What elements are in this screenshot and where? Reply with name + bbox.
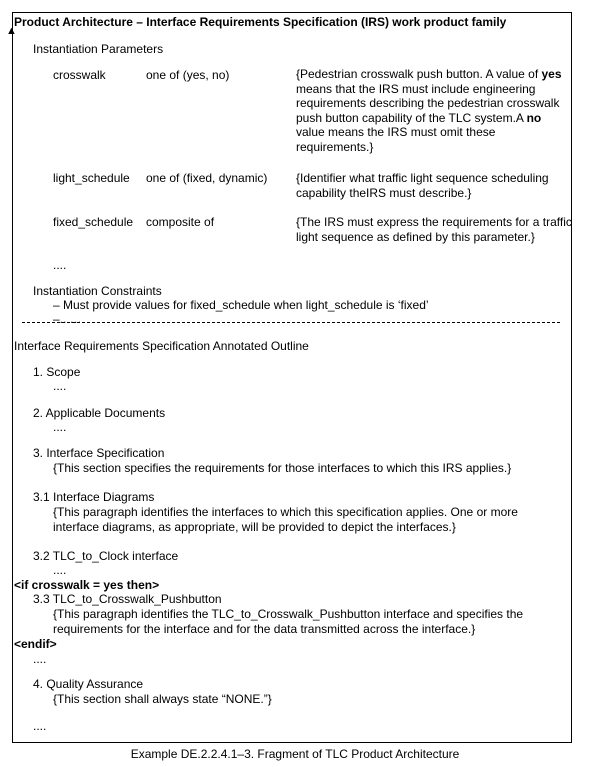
parameter-type: composite of	[146, 215, 215, 229]
constraint-item: – Must provide values for fixed_schedule when light_schedule is ‘fixed’	[53, 298, 429, 312]
parameter-name: crosswalk	[53, 68, 106, 82]
outline-description: {This paragraph identifies the interfaces to which this specification applies. One or more interface diagrams, as appropriate, will be provided to depict the interfaces.}	[53, 505, 518, 534]
outline-description: {This section shall always state “NONE.”}	[53, 692, 272, 706]
outline-ellipsis: ....	[53, 563, 67, 577]
outline-scope: 1. Scope	[33, 365, 81, 379]
outline-interface-diagrams: 3.1 Interface Diagrams	[33, 490, 155, 504]
outline-applicable-documents: 2. Applicable Documents	[33, 406, 166, 420]
outline-ellipsis: ....	[53, 420, 67, 434]
outline-ellipsis: ....	[33, 719, 47, 733]
outline-clock-interface: 3.2 TLC_to_Clock interface	[33, 549, 179, 563]
outline-pushbutton: 3.3 TLC_to_Crosswalk_Pushbutton	[33, 592, 222, 606]
parameter-name: light_schedule	[53, 171, 130, 185]
parameter-description: {The IRS must express the requirements for a traffic light sequence as defined by this parameter.}	[296, 215, 572, 244]
parameters-ellipsis: ....	[53, 258, 67, 272]
outline-heading: Interface Requirements Specification Annotated Outline	[14, 339, 309, 353]
outline-ellipsis: ....	[53, 379, 67, 393]
figure-caption: Example DE.2.2.4.1–3. Fragment of TLC Product Architecture	[130, 747, 460, 761]
section-divider	[22, 322, 560, 323]
endif-tag: <endif>	[14, 637, 57, 651]
anchor-icon: ▲	[6, 25, 17, 37]
parameter-description: {Identifier what traffic light sequence scheduling capability theIRS must describe.}	[296, 171, 549, 200]
outline-interface-specification: 3. Interface Specification	[33, 446, 165, 460]
parameter-description: {Pedestrian crosswalk push button. A value of yes means that the IRS must include engineering requirements describing the pedestrian crosswalk push button capability of the TLC system.A no value means the IRS must omit these requirements.}	[296, 67, 562, 154]
parameter-name: fixed_schedule	[53, 215, 134, 229]
constraints-heading: Instantiation Constraints	[33, 284, 162, 298]
parameter-type: one of (fixed, dynamic)	[146, 171, 268, 185]
outline-description: {This paragraph identifies the TLC_to_Crosswalk_Pushbutton interface and specifies the requirements for the interface and for the data transmitted across the interface.}	[53, 607, 524, 636]
parameter-type: one of (yes, no)	[146, 68, 230, 82]
if-tag: <if crosswalk = yes then>	[14, 578, 160, 592]
outline-description: {This section specifies the requirements for those interfaces to which this IRS applies.}	[53, 461, 512, 475]
outline-quality-assurance: 4. Quality Assurance	[33, 677, 144, 691]
parameters-heading: Instantiation Parameters	[33, 42, 164, 56]
constraint-item: –.. …	[53, 312, 82, 326]
page-title: Product Architecture – Interface Requirements Specification (IRS) work product family	[14, 15, 507, 29]
outline-ellipsis: ....	[33, 652, 47, 666]
